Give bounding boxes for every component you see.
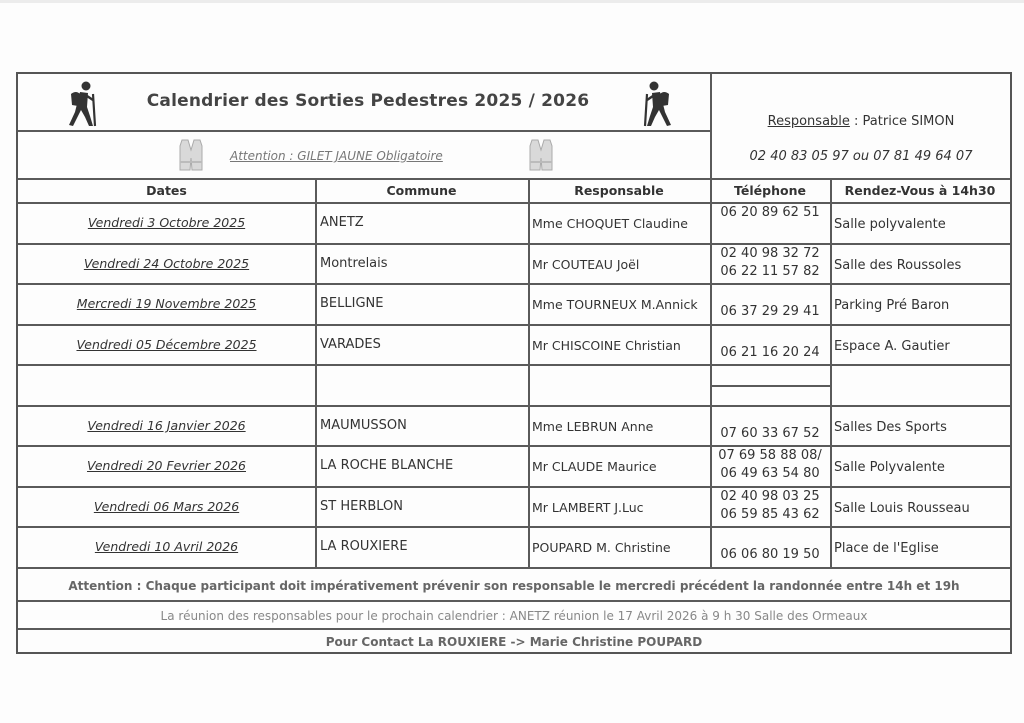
column-header-telephone: Téléphone [734, 183, 806, 198]
cell-phone: 06 59 85 43 62 [720, 506, 820, 522]
cell-commune: ANETZ [320, 215, 364, 231]
divider [18, 130, 710, 132]
cell-date: Vendredi 24 Octobre 2025 [83, 255, 250, 271]
cell-responsable: Mme TOURNEUX M.Annick [532, 297, 698, 313]
cell-phone: 06 49 63 54 80 [720, 466, 820, 481]
column-header-commune: Commune [386, 183, 457, 198]
safety-vest-icon [528, 138, 554, 172]
footer-contact: Pour Contact La ROUXIERE -> Marie Christine POUPARD [325, 635, 703, 649]
calendar-document [16, 72, 1012, 654]
cell-phone: 06 37 29 29 41 [720, 304, 820, 319]
page-title: Calendrier des Sorties Pedestres 2025 / 2026 [146, 91, 590, 111]
cell-responsable: Mme LEBRUN Anne [532, 418, 654, 434]
column-header-rendez-vous: Rendez-Vous à 14h30 [844, 183, 996, 198]
row-divider [18, 567, 1010, 569]
cell-responsable: Mr CLAUDE Maurice [532, 459, 657, 475]
cell-rendez-vous: Salle Polyvalente [834, 460, 945, 476]
responsable-line [712, 114, 1010, 129]
cell-date: Vendredi 3 Octobre 2025 [87, 215, 246, 231]
cell-rendez-vous: Salle Louis Rousseau [834, 500, 970, 516]
cell-phone: 02 40 98 03 25 [720, 488, 820, 504]
cell-date: Vendredi 05 Décembre 2025 [76, 336, 257, 352]
responsable-phone: 02 40 83 05 97 ou 07 81 49 64 07 [749, 149, 973, 164]
divider [710, 385, 830, 387]
cell-date: Vendredi 16 Janvier 2026 [87, 417, 246, 433]
cell-phone: 07 60 33 67 52 [720, 425, 820, 441]
footer-reunion: La réunion des responsables pour le prochain calendrier : ANETZ réunion le 17 Avril 2026 à 9 h 30 Salle des Ormeaux [160, 609, 868, 623]
cell-phone: 06 06 80 19 50 [720, 547, 820, 562]
cell-date: Vendredi 10 Avril 2026 [94, 539, 239, 555]
cell-rendez-vous: Espace A. Gautier [834, 338, 950, 354]
cell-commune: Montrelais [320, 255, 388, 271]
top-strip [0, 0, 1024, 3]
cell-date: Vendredi 06 Mars 2026 [93, 498, 240, 514]
divider [18, 178, 1010, 180]
responsable-name: Patrice SIMON [862, 114, 955, 129]
cell-responsable: Mr LAMBERT J.Luc [532, 499, 644, 515]
cell-responsable: POUPARD M. Christine [532, 540, 671, 556]
hiker-icon [62, 80, 102, 128]
safety-vest-icon [178, 138, 204, 172]
hiker-icon [638, 80, 678, 128]
cell-phone: 02 40 98 32 72 [720, 245, 820, 261]
table-row [18, 366, 1010, 407]
cell-date: Mercredi 19 Novembre 2025 [76, 296, 257, 312]
cell-rendez-vous: Salles Des Sports [834, 419, 947, 435]
cell-rendez-vous: Salle des Roussoles [834, 257, 962, 273]
cell-rendez-vous: Parking Pré Baron [834, 298, 950, 314]
cell-commune: ST HERBLON [320, 498, 404, 514]
cell-responsable: Mme CHOQUET Claudine [532, 216, 688, 232]
divider [18, 600, 1010, 602]
cell-commune: MAUMUSSON [320, 417, 407, 433]
responsable-label: Responsable [767, 114, 850, 129]
column-header-responsable: Responsable [574, 183, 664, 198]
cell-phone: 06 22 11 57 82 [720, 263, 820, 279]
cell-phone: 06 21 16 20 24 [720, 344, 820, 360]
footer-attention: Attention : Chaque participant doit impérativement prévenir son responsable le mercredi précédent la randonnée entre 14h et 19h [68, 579, 960, 593]
cell-commune: LA ROUXIERE [320, 539, 408, 555]
cell-commune: LA ROCHE BLANCHE [320, 458, 454, 474]
cell-phone: 07 69 58 88 08/ [718, 448, 822, 463]
cell-phone: 06 20 89 62 51 [720, 205, 820, 220]
cell-rendez-vous: Salle polyvalente [834, 217, 946, 233]
cell-commune: VARADES [320, 336, 381, 352]
cell-date: Vendredi 20 Fevrier 2026 [87, 458, 246, 474]
column-header-dates: Dates [146, 183, 187, 198]
cell-responsable: Mr CHISCOINE Christian [532, 337, 681, 353]
divider [18, 628, 1010, 630]
gilet-jaune-notice: Attention : GILET JAUNE Obligatoire [230, 149, 443, 163]
cell-responsable: Mr COUTEAU Joël [532, 256, 640, 272]
responsable-separator: : [849, 114, 863, 129]
cell-commune: BELLIGNE [320, 296, 384, 312]
cell-rendez-vous: Place de l'Eglise [834, 541, 939, 557]
